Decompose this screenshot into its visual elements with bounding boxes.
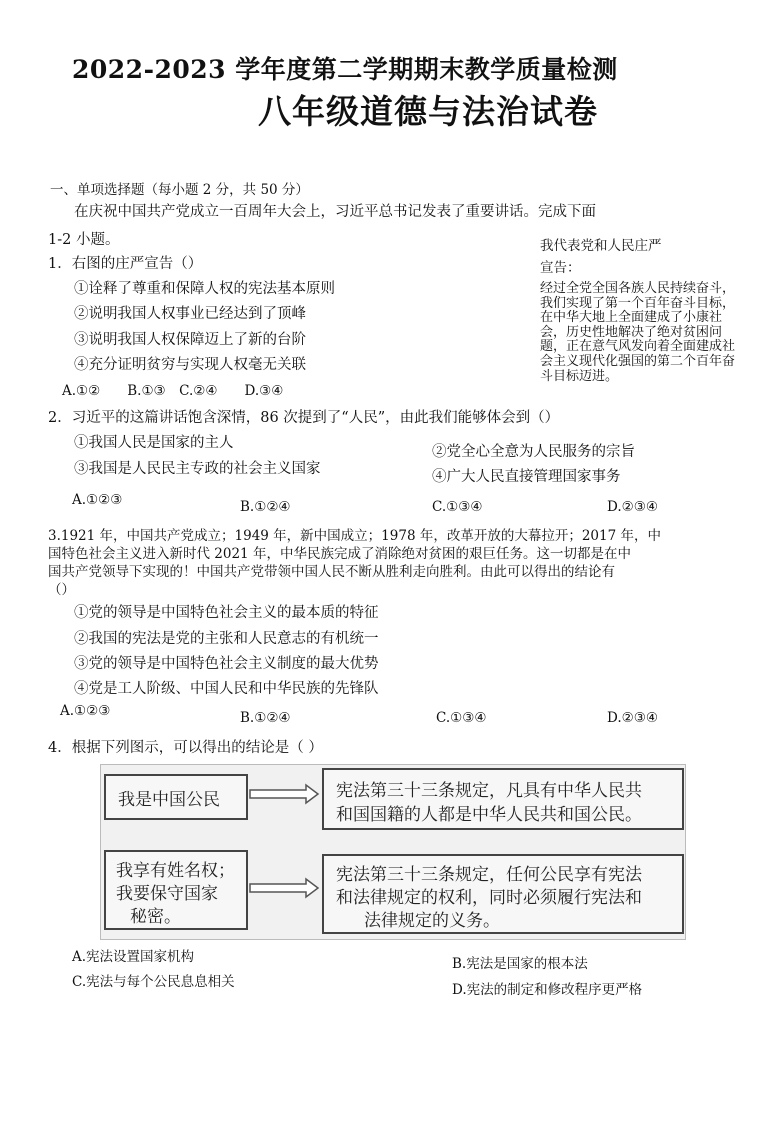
q3-stem-line-2: 国特色社会主义进入新时代 2021 年，中华民族完成了消除绝对贫困的艰巨任务。这一切都是在中	[48, 546, 631, 562]
q4-choice-d: D.宪法的制定和修改程序更严格	[452, 982, 643, 998]
q3-choice-c: C.①③④	[436, 710, 487, 726]
diagram-text-rights-3: 秘密。	[130, 907, 181, 927]
q2-choice-d: D.②③④	[607, 499, 658, 515]
diagram-text-33b-2: 和法律规定的权利，同时必须履行宪法和	[336, 888, 642, 908]
diagram-text-rights-2: 我要保守国家	[116, 884, 218, 904]
exam-header-line1: 2022-2023 学年度第二学期期末教学质量检测	[72, 55, 618, 84]
q3-option-4: ④党是工人阶级、中国人民和中华民族的先锋队	[74, 681, 379, 697]
q1-stem: 1．右图的庄严宣告（）	[48, 256, 203, 272]
q3-stem-line-1: 3.1921 年，中国共产党成立；1949 年，新中国成立；1978 年，改革开放的大幕拉开；2017 年，中	[48, 528, 661, 544]
q4-stem: 4．根据下列图示，可以得出的结论是（ ）	[48, 740, 323, 756]
arrow-icon	[248, 877, 320, 899]
q1-option-3: ③说明我国人权保障迈上了新的台阶	[74, 332, 306, 348]
q1-option-1: ①诠释了尊重和保障人权的宪法基本原则	[74, 281, 335, 297]
diagram-text-33b-1: 宪法第三十三条规定，任何公民享有宪法	[336, 865, 642, 885]
diagram-box-rights	[104, 850, 248, 930]
q3-choice-a: A.①②③	[60, 703, 111, 719]
intro-line-1: 在庆祝中国共产党成立一百周年大会上，习近平总书记发表了重要讲话。完成下面	[74, 204, 596, 220]
section-title: 一、单项选择题（每小题 2 分，共 50 分）	[50, 182, 309, 198]
q2-option-3: ③我国是人民民主专政的社会主义国家	[74, 461, 321, 477]
q3-stem-line-3: 国共产党领导下实现的！中国共产党带领中国人民不断从胜利走向胜利。由此可以得出的结论有	[48, 564, 615, 580]
sidebar-heading-2: 宣告：	[540, 260, 581, 276]
diagram-text-33a-1: 宪法第三十三条规定，凡具有中华人民共	[336, 781, 642, 801]
q1-choices: A.①② B.①③ C.②④ D.③④	[62, 383, 284, 399]
sidebar-material: 经过全党全国各族人民持续奋斗，我们实现了第一个百年奋斗目标，在中华大地上全面建成了小康社会，历史性地解决了绝对贫困问题，正在意气风发向着全面建成社会主义现代化强国的第二个百年奋斗目标迈进。	[540, 281, 736, 384]
q2-option-2: ②党全心全意为人民服务的宗旨	[432, 444, 635, 460]
q3-choice-b: B.①②④	[240, 710, 291, 726]
diagram-box-citizen-text: 我是中国公民	[118, 790, 220, 810]
diagram-text-33a-2: 和国国籍的人都是中华人民共和国公民。	[336, 805, 642, 825]
q2-option-4: ④广大人民直接管理国家事务	[432, 469, 621, 485]
arrow-icon	[248, 783, 320, 805]
q3-choice-d: D.②③④	[607, 710, 658, 726]
q4-choice-b: B.宪法是国家的根本法	[452, 956, 588, 972]
q4-choice-a: A.宪法设置国家机构	[72, 949, 195, 965]
q3-option-1: ①党的领导是中国特色社会主义的最本质的特征	[74, 605, 379, 621]
diagram-box-article-33b	[322, 854, 684, 934]
q4-choice-c: C.宪法与每个公民息息相关	[72, 974, 235, 990]
q3-option-3: ③党的领导是中国特色社会主义制度的最大优势	[74, 656, 379, 672]
q1-option-4: ④充分证明贫穷与实现人权毫无关联	[74, 357, 306, 373]
diagram-text-rights-1: 我享有姓名权；	[116, 861, 235, 881]
diagram-box-citizen	[104, 774, 248, 820]
q2-choice-b: B.①②④	[240, 499, 291, 515]
q2-choice-a: A.①②③	[72, 492, 123, 508]
intro-line-2: 1-2 小题。	[48, 232, 120, 248]
diagram-text-33b-3: 法律规定的义务。	[364, 911, 500, 931]
q1-option-2: ②说明我国人权事业已经达到了顶峰	[74, 306, 306, 322]
sidebar-heading: 我代表党和人民庄严	[540, 238, 662, 254]
q2-choice-c: C.①③④	[432, 499, 483, 515]
diagram-box-article-33a	[322, 768, 684, 830]
exam-title: 八年级道德与法治试卷	[258, 92, 598, 131]
q2-option-1: ①我国人民是国家的主人	[74, 435, 234, 451]
q3-stem-line-4: （）	[48, 582, 75, 598]
q3-option-2: ②我国的宪法是党的主张和人民意志的有机统一	[74, 631, 379, 647]
q2-stem: 2．习近平的这篇讲话饱含深情，86 次提到了“人民”，由此我们能够体会到（）	[48, 410, 560, 426]
